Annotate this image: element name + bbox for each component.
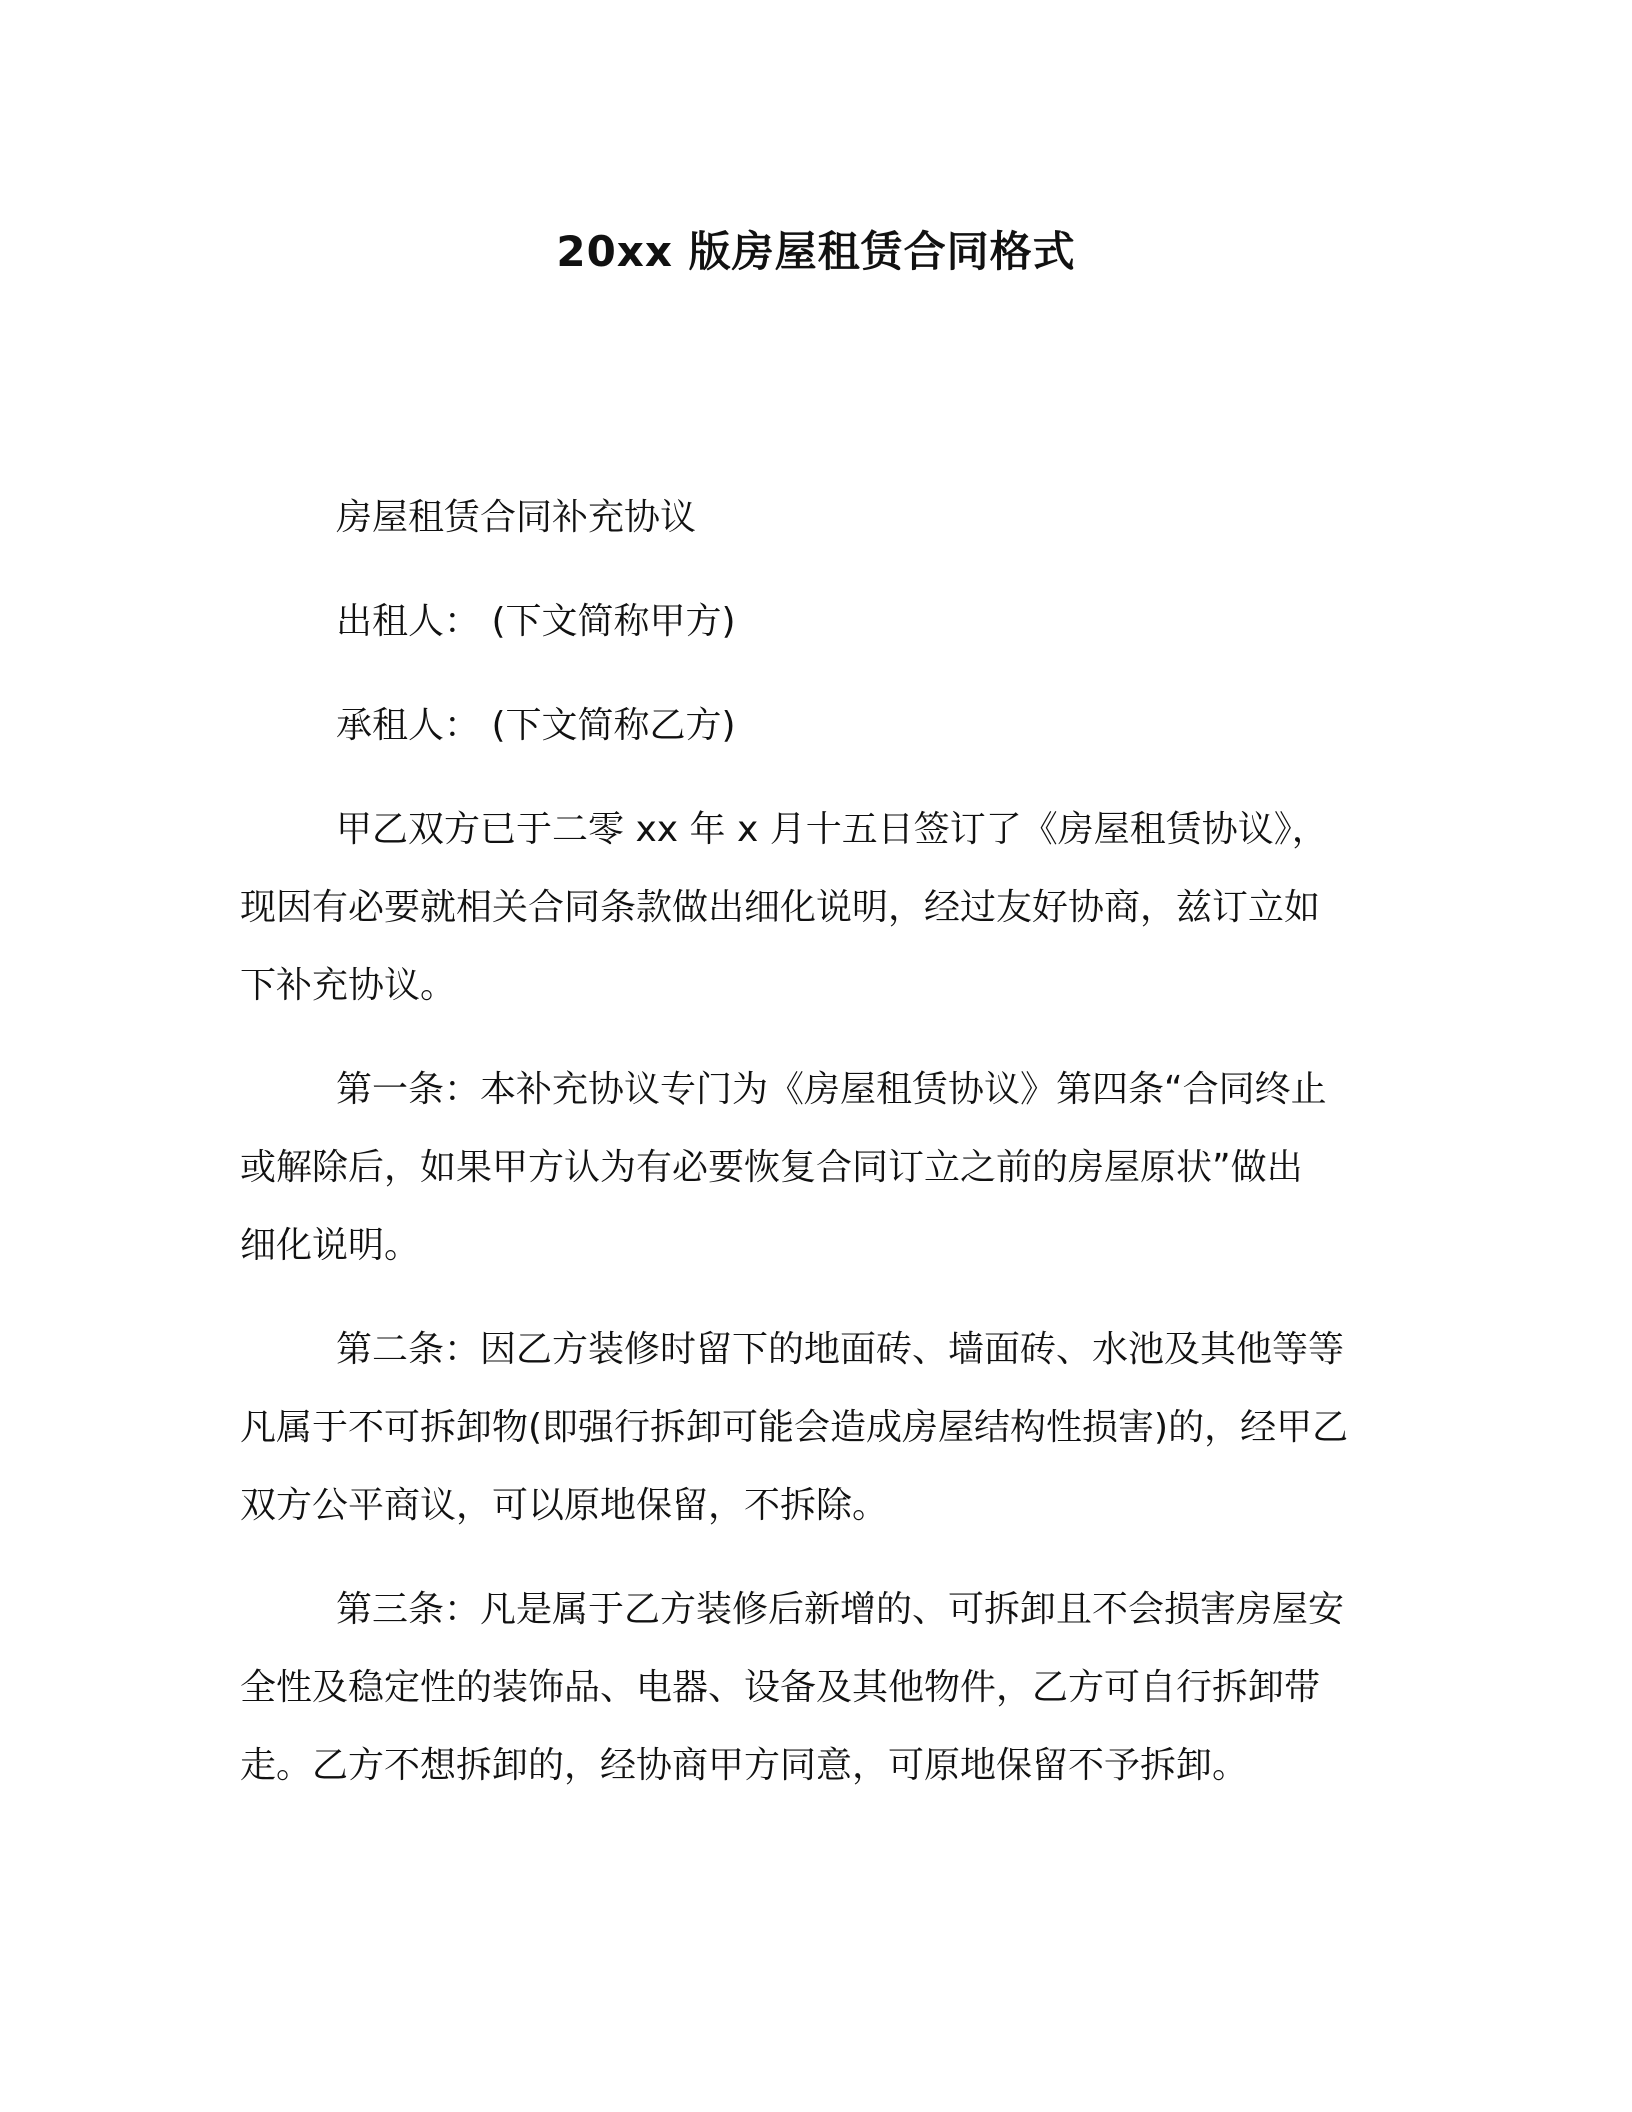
article-3-line: 第三条：凡是属于乙方装修后新增的、可拆卸且不会损害房屋安	[336, 1589, 1345, 1630]
lessee-line: 承租人： (下文简称乙方)	[336, 705, 736, 746]
lessor-line: 出租人： (下文简称甲方)	[336, 601, 736, 642]
article-2-line: 凡属于不可拆卸物(即强行拆卸可能会造成房屋结构性损害)的，经甲乙	[240, 1407, 1349, 1448]
article-1-line: 第一条：本补充协议专门为《房屋租赁协议》第四条“合同终止	[336, 1069, 1327, 1110]
article-1-line: 细化说明。	[240, 1225, 421, 1266]
document-title: 20xx 版房屋租赁合同格式	[556, 227, 1076, 276]
agreement-subtitle: 房屋租赁合同补充协议	[336, 497, 697, 538]
article-1-line: 或解除后，如果甲方认为有必要恢复合同订立之前的房屋原状”做出	[240, 1147, 1303, 1188]
article-3-line: 走。乙方不想拆卸的，经协商甲方同意，可原地保留不予拆卸。	[240, 1745, 1249, 1786]
intro-line: 现因有必要就相关合同条款做出细化说明，经过友好协商，兹订立如	[240, 887, 1321, 928]
article-2-line: 第二条：因乙方装修时留下的地面砖、墙面砖、水池及其他等等	[336, 1329, 1345, 1370]
article-3-line: 全性及稳定性的装饰品、电器、设备及其他物件，乙方可自行拆卸带	[240, 1667, 1321, 1708]
article-2-line: 双方公平商议，可以原地保留，不拆除。	[240, 1485, 889, 1526]
intro-line: 下补充协议。	[240, 965, 457, 1006]
intro-line: 甲乙双方已于二零 xx 年 x 月十五日签订了《房屋租赁协议》，	[336, 809, 1328, 850]
